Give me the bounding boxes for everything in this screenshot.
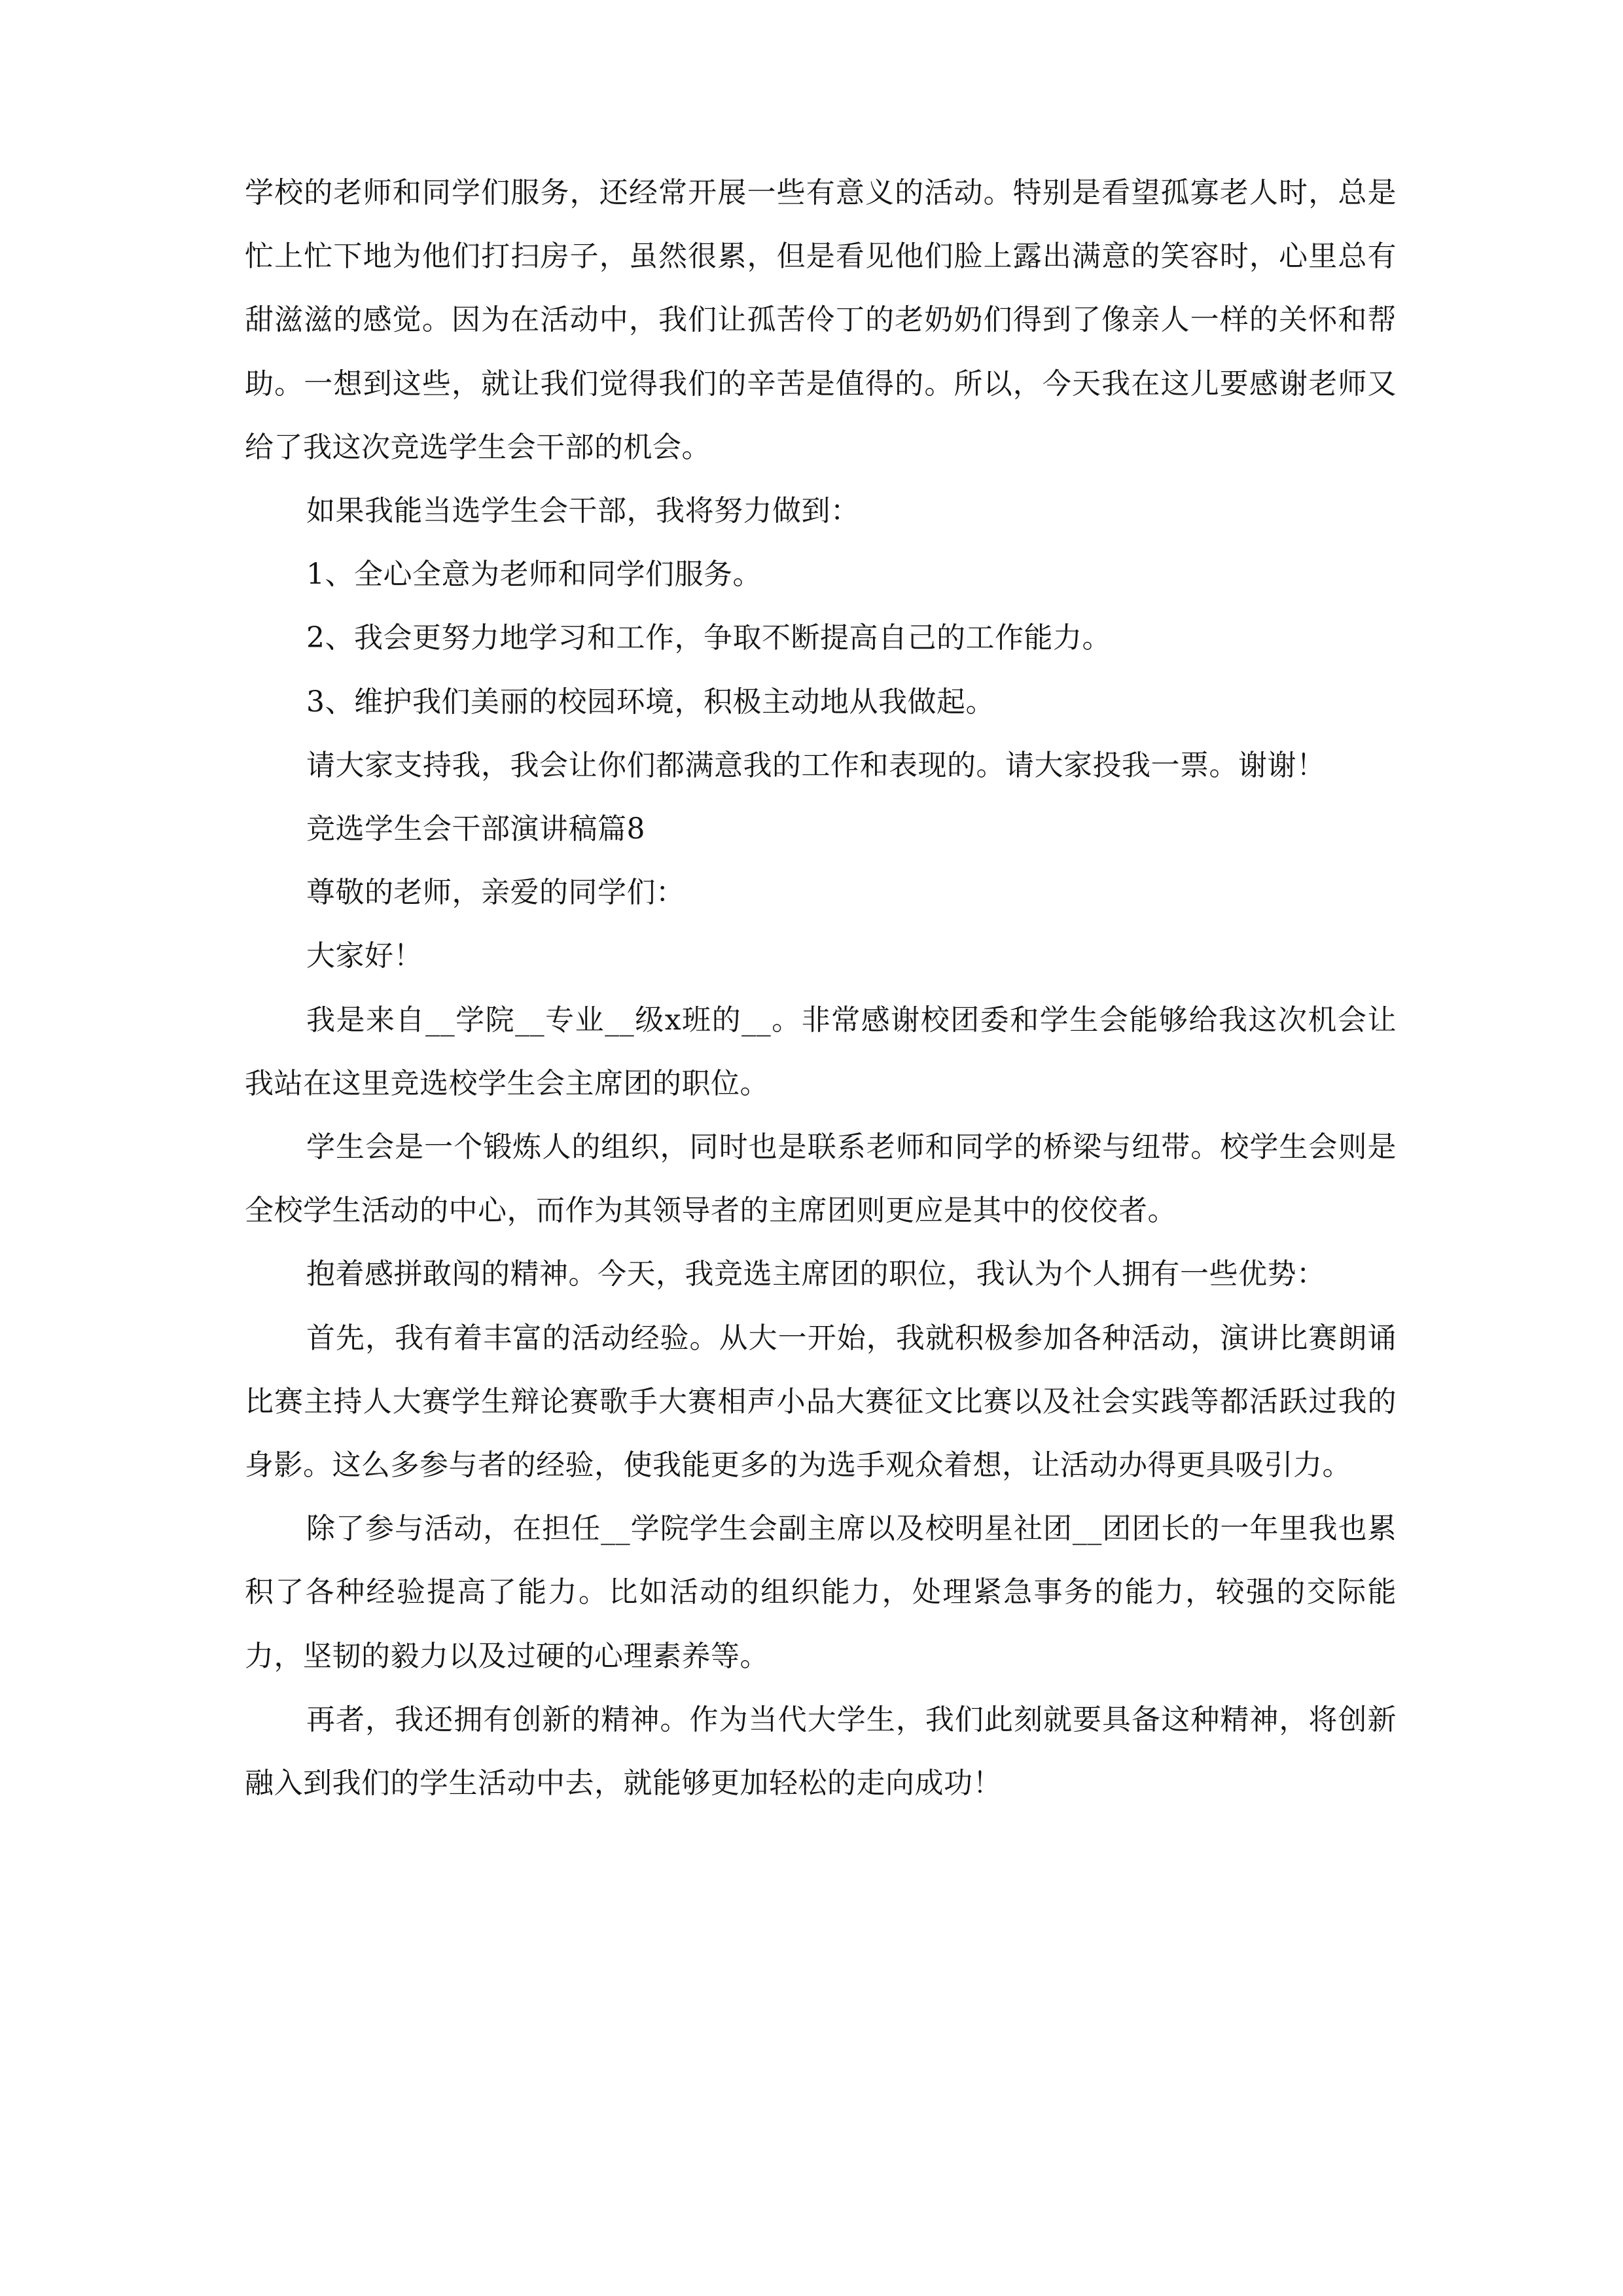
paragraph-student-union: 学生会是一个锻炼人的组织，同时也是联系老师和同学的桥梁与纽带。校学生会则是全校学生活动的中心，而作为其领导者的主席团则更应是其中的佼佼者。 [245, 1130, 1397, 1228]
paragraph-commitment-intro: 如果我能当选学生会干部，我将努力做到： [306, 494, 860, 528]
paragraph-experience: 首先，我有着丰富的活动经验。从大一开始，我就积极参加各种活动，演讲比赛朗诵比赛主持人大赛学生辩论赛歌手大赛相声小品大赛征文比赛以及社会实践等都活跃过我的身影。这么多参与者的经验，使我能更多的为选手观众着想，让活动办得更具吸引力。 [245, 1321, 1397, 1482]
paragraph-introduction: 我是来自__学院__专业__级x班的__。非常感谢校团委和学生会能够给我这次机会让我站在这里竞选校学生会主席团的职位。 [245, 1003, 1397, 1100]
greeting: 大家好！ [306, 939, 423, 973]
salutation: 尊敬的老师，亲爱的同学们： [306, 876, 685, 910]
list-item-1: 1、全心全意为老师和同学们服务。 [306, 558, 762, 592]
paragraph-abilities: 除了参与活动，在担任__学院学生会副主席以及校明星社团__团团长的一年里我也累积了各种经验提高了能力。比如活动的组织能力，处理紧急事务的能力，较强的交际能力，坚韧的毅力以及过硬的心理素养等。 [245, 1512, 1397, 1673]
section-title: 竞选学生会干部演讲稿篇8 [306, 812, 645, 846]
paragraph-closing: 请大家支持我，我会让你们都满意我的工作和表现的。请大家投我一票。谢谢！ [306, 748, 1326, 782]
paragraph-advantages-intro: 抱着感拼敢闯的精神。今天，我竞选主席团的职位，我认为个人拥有一些优势： [306, 1257, 1326, 1291]
paragraph-continuation: 学校的老师和同学们服务，还经常开展一些有意义的活动。特别是看望孤寡老人时，总是忙上忙下地为他们打扫房子，虽然很累，但是看见他们脸上露出满意的笑容时，心里总有甜滋滋的感觉。因为在活动中，我们让孤苦伶丁的老奶奶们得到了像亲人一样的关怀和帮助。一想到这些，就让我们觉得我们的辛苦是值得的。所以，今天我在这儿要感谢老师又给了我这次竞选学生会干部的机会。 [245, 176, 1397, 464]
list-item-2: 2、我会更努力地学习和工作，争取不断提高自己的工作能力。 [306, 621, 1111, 655]
document-body [245, 161, 1397, 1815]
list-item-3: 3、维护我们美丽的校园环境，积极主动地从我做起。 [306, 685, 995, 719]
paragraph-innovation: 再者，我还拥有创新的精神。作为当代大学生，我们此刻就要具备这种精神，将创新融入到我们的学生活动中去，就能够更加轻松的走向成功！ [245, 1702, 1397, 1801]
